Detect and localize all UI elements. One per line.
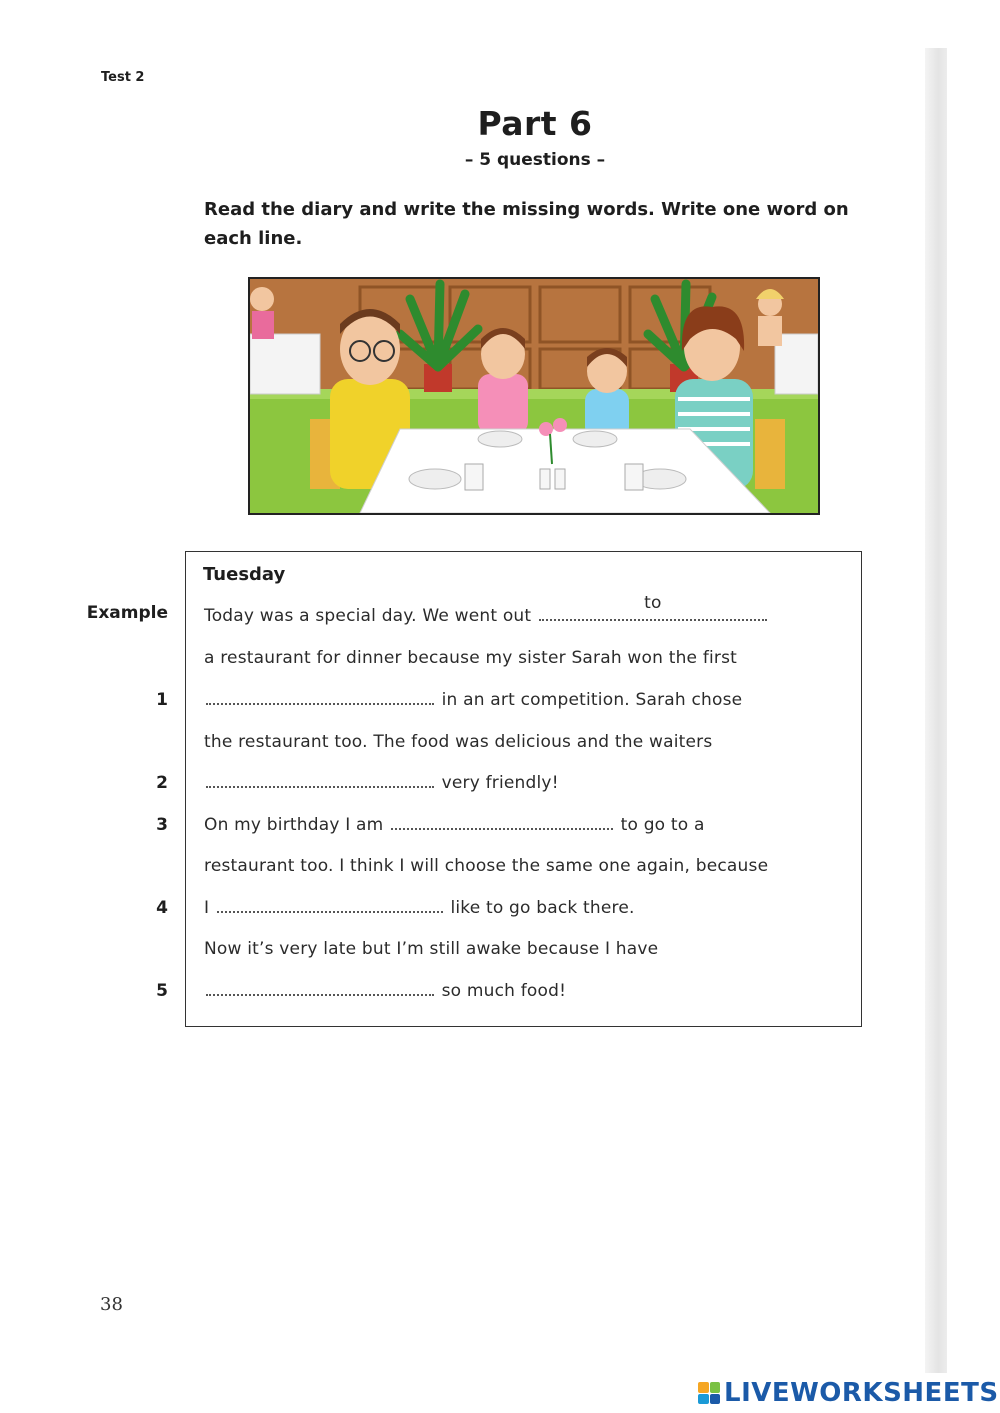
part-title: Part 6 bbox=[477, 104, 593, 143]
diary-line-9: Now it’s very late but I’m still awake because I have bbox=[204, 939, 659, 959]
diary-line-q4 bbox=[204, 898, 635, 918]
diary-line-4: the restaurant too. The food was delicious and the waiters bbox=[204, 732, 713, 752]
diary-line-q1 bbox=[204, 690, 742, 710]
family-dinner-picture bbox=[250, 279, 818, 513]
answer-blank-1[interactable] bbox=[206, 691, 434, 705]
example-label: Example bbox=[86, 603, 168, 623]
answer-blank-2[interactable] bbox=[206, 774, 434, 788]
diary-text: like to go back there. bbox=[450, 898, 635, 918]
diary-line-7: restaurant too. I think I will choose the same one again, because bbox=[204, 856, 769, 876]
diary-line-q2 bbox=[204, 773, 559, 793]
page-edge-shadow bbox=[925, 48, 947, 1373]
instructions: Read the diary and write the missing words. Write one word on each line. bbox=[204, 199, 849, 249]
diary-line-q5 bbox=[204, 981, 566, 1001]
question-number-1: 1 bbox=[156, 690, 168, 710]
diary-line-2: a restaurant for dinner because my sister Sarah won the first bbox=[204, 648, 738, 668]
example-answer-blank bbox=[539, 593, 767, 621]
answer-blank-3[interactable] bbox=[391, 816, 613, 830]
question-number-2: 2 bbox=[156, 773, 168, 793]
example-answer: to bbox=[644, 593, 662, 613]
restaurant-illustration bbox=[248, 277, 820, 515]
answer-blank-5[interactable] bbox=[206, 982, 434, 996]
diary-text: On my birthday I am bbox=[204, 815, 384, 835]
diary-day: Tuesday bbox=[203, 564, 286, 585]
liveworksheets-brand[interactable] bbox=[698, 1378, 999, 1408]
question-number-5: 5 bbox=[156, 981, 168, 1001]
answer-blank-4[interactable] bbox=[217, 899, 443, 913]
test-label: Test 2 bbox=[101, 70, 145, 85]
diary-text: I bbox=[204, 898, 210, 918]
brand-name: LIVEWORKSHEETS bbox=[724, 1378, 999, 1408]
liveworksheets-logo-icon bbox=[698, 1382, 720, 1404]
page-number: 38 bbox=[100, 1294, 123, 1315]
question-number-4: 4 bbox=[156, 898, 168, 918]
diary-text: very friendly! bbox=[441, 773, 559, 793]
part-subtitle: – 5 questions – bbox=[464, 150, 606, 170]
question-number-3: 3 bbox=[156, 815, 168, 835]
diary-text: to go to a bbox=[620, 815, 705, 835]
diary-text: in an art competition. Sarah chose bbox=[441, 690, 743, 710]
diary-line-example bbox=[204, 593, 769, 626]
diary-line-q3 bbox=[204, 815, 705, 835]
diary-text: Today was a special day. We went out bbox=[204, 606, 532, 626]
diary-text: so much food! bbox=[441, 981, 567, 1001]
